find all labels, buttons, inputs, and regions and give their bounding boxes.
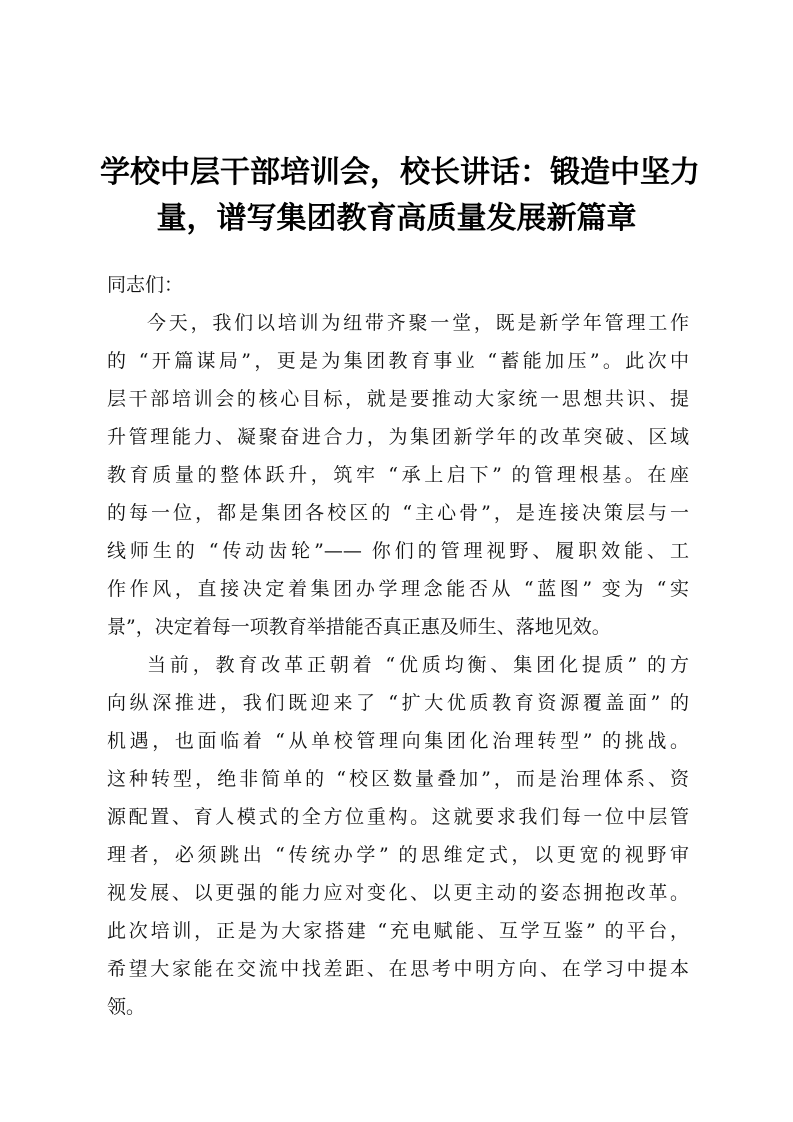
paragraph-line: 希望大家能在交流中找差距、在思考中明方向、在学习中提本 [107, 958, 689, 980]
title-line: 量，谱写集团教育高质量发展新篇章 [156, 201, 637, 236]
paragraph-line: 视发展、以更强的能力应对变化、以更主动的姿态拥抱改革。 [107, 882, 689, 904]
document-body [107, 266, 689, 1026]
paragraph-line: 向纵深推进，我们既迎来了 “扩大优质教育资源覆盖面” 的 [107, 692, 689, 714]
title-line: 学校中层干部培训会，校长讲话：锻造中坚力 [100, 155, 700, 190]
paragraph-1 [107, 304, 689, 646]
paragraph-line: 的每一位，都是集团各校区的 “主心骨”，是连接决策层与一 [107, 502, 689, 524]
paragraph-line: 教育质量的整体跃升，筑牢 “承上启下” 的管理根基。在座 [107, 464, 689, 486]
paragraph-line: 升管理能力、凝聚奋进合力，为集团新学年的改革突破、区域 [107, 426, 689, 448]
paragraph-line: 的 “开篇谋局”，更是为集团教育事业 “蓄能加压”。此次中 [107, 350, 689, 372]
paragraph-line: 线师生的 “传动齿轮”—— 你们的管理视野、履职效能、工 [107, 540, 689, 562]
paragraph-line: 领。 [107, 996, 146, 1018]
paragraph-line: 理者，必须跳出 “传统办学” 的思维定式，以更宽的视野审 [107, 844, 689, 866]
paragraph-line: 源配置、育人模式的全方位重构。这就要求我们每一位中层管 [107, 806, 689, 828]
paragraph-line: 景”，决定着每一项教育举措能否真正惠及师生、落地见效。 [107, 616, 611, 638]
paragraph-line: 此次培训，正是为大家搭建 “充电赋能、互学互鉴” 的平台， [107, 920, 689, 942]
paragraph-line: 作作风，直接决定着集团办学理念能否从 “蓝图” 变为 “实 [107, 578, 689, 600]
paragraph-line: 机遇，也面临着 “从单校管理向集团化治理转型” 的挑战。 [107, 730, 689, 752]
document-title [100, 150, 700, 242]
paragraph-line: 当前，教育改革正朝着 “优质均衡、集团化提质” 的方 [147, 654, 689, 676]
salutation: 同志们： [107, 274, 184, 296]
paragraph-line: 这种转型，绝非简单的 “校区数量叠加”，而是治理体系、资 [107, 768, 689, 790]
paragraph-2 [107, 646, 689, 1026]
paragraph-line: 层干部培训会的核心目标，就是要推动大家统一思想共识、提 [107, 388, 689, 410]
paragraph-line: 今天，我们以培训为纽带齐聚一堂，既是新学年管理工作 [147, 312, 689, 334]
